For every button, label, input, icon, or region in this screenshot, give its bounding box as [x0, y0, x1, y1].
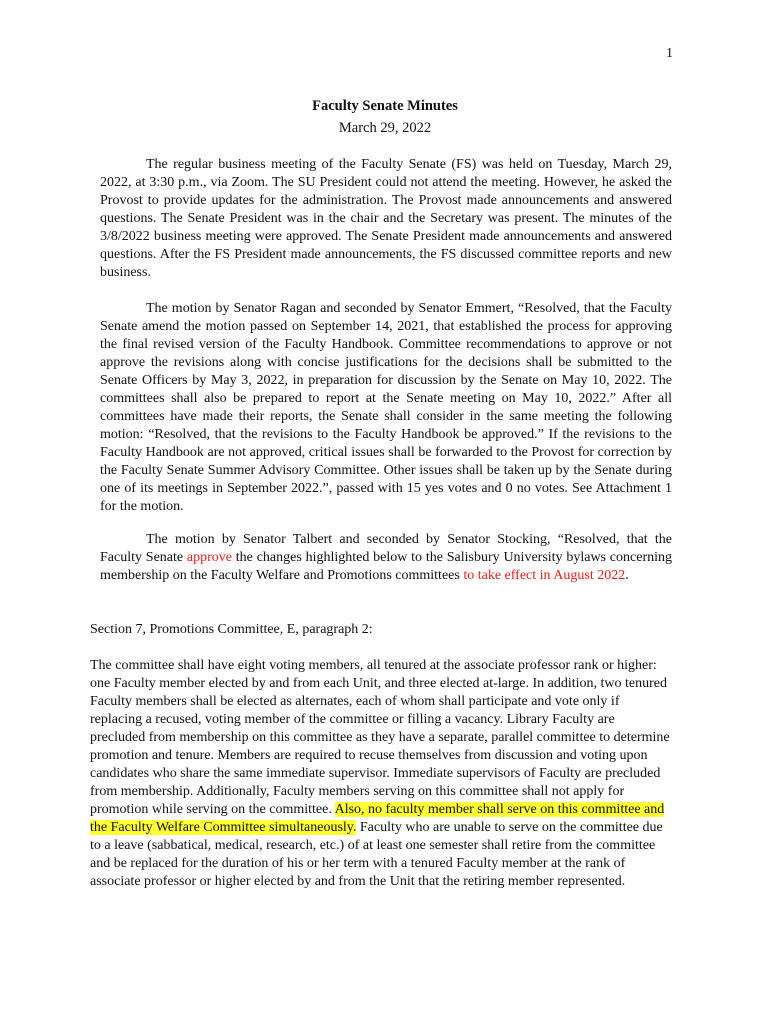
red-text-effective-date: to take effect in August 2022: [463, 568, 626, 583]
motion-talbert-text-2: the changes highlighted below to the Salisbury University bylaws concerning membership on the Faculty Welfare and Promotions committees: [100, 550, 672, 583]
motion-talbert-text-3: .: [625, 568, 629, 583]
meeting-date: March 29, 2022: [338, 120, 432, 136]
section-heading: Section 7, Promotions Committee, E, paragraph 2:: [90, 622, 373, 637]
motion-ragan-paragraph: The motion by Senator Ragan and seconded by Senator Emmert, “Resolved, that the Faculty Senate amend the motion passed on September 14, 2021, that established the process for approving the final revised version of the Faculty Handbook. Committee recommendations to approve or not approve the revisions along with concise justifications for the decisions shall be submitted to the Senate Officers by May 3, 2022, in preparation for discussion by the Senate on May 10, 2022. The committees shall also be prepared to report at the Senate meeting on May 10, 2022.” After all committees have made their reports, the Senate shall consider in the same meeting the following motion: “Resolved, that the revisions to the Faculty Handbook be approved.” If the revisions to the Faculty Handbook are not approved, critical issues shall be forwarded to the Provost for correction by the Faculty Senate Summer Advisory Committee. Other issues shall be taken up by the Senate during one of its meetings in September 2022.”, passed with 15 yes votes and 0 no votes. See Attachment 1 for the motion.: [100, 301, 672, 514]
page-title: Faculty Senate Minutes: [312, 98, 458, 114]
bylaw-text-before: The committee shall have eight voting members, all tenured at the associate professor rank or higher: one Faculty member elected by and from each Unit, and three elected at-large. In addition, two tenured Faculty members shall be elected as alternates, each of whom shall participate and vote only if replacing a recused, voting member of the committee or filling a vacancy. Library Faculty are precluded from membership on this committee as they have a separate, parallel committee to determine promotion and tenure. Members are required to recuse themselves from discussion and voting upon candidates who share the same immediate supervisor. Immediate supervisors of Faculty are precluded from membership. Additionally, Faculty members serving on this committee shall not apply for promotion while serving on the committee.: [90, 658, 670, 817]
motion-talbert-paragraph: [100, 531, 672, 585]
red-text-approve: approve: [186, 550, 232, 565]
highlighted-bylaw-change: Also, no faculty member shall serve on this committee and the Faculty Welfare Committee simultaneously.: [90, 802, 665, 835]
page-number: 1: [666, 46, 673, 61]
bylaw-text-after: Faculty who are unable to serve on the committee due to a leave (sabbatical, medical, research, etc.) of at least one semester shall retire from the committee and be replaced for the duration of his or her term with a tenured Faculty member at the rank of associate professor or higher elected by and from the Unit that the retiring member represented.: [90, 820, 663, 889]
motion-talbert-text-1: The motion by Senator Talbert and seconded by Senator Stocking, “Resolved, that the Faculty Senate: [100, 532, 672, 565]
bylaw-text-paragraph: [90, 657, 672, 891]
meeting-summary-paragraph: The regular business meeting of the Faculty Senate (FS) was held on Tuesday, March 29, 2022, at 3:30 p.m., via Zoom. The SU President could not attend the meeting. However, he asked the Provost to provide updates for the administration. The Provost made announcements and answered questions. The Senate President was in the chair and the Secretary was present. The minutes of the 3/8/2022 business meeting were approved. The Senate President made announcements and answered questions. After the FS President made announcements, the FS discussed committee reports and new business.: [100, 157, 672, 280]
